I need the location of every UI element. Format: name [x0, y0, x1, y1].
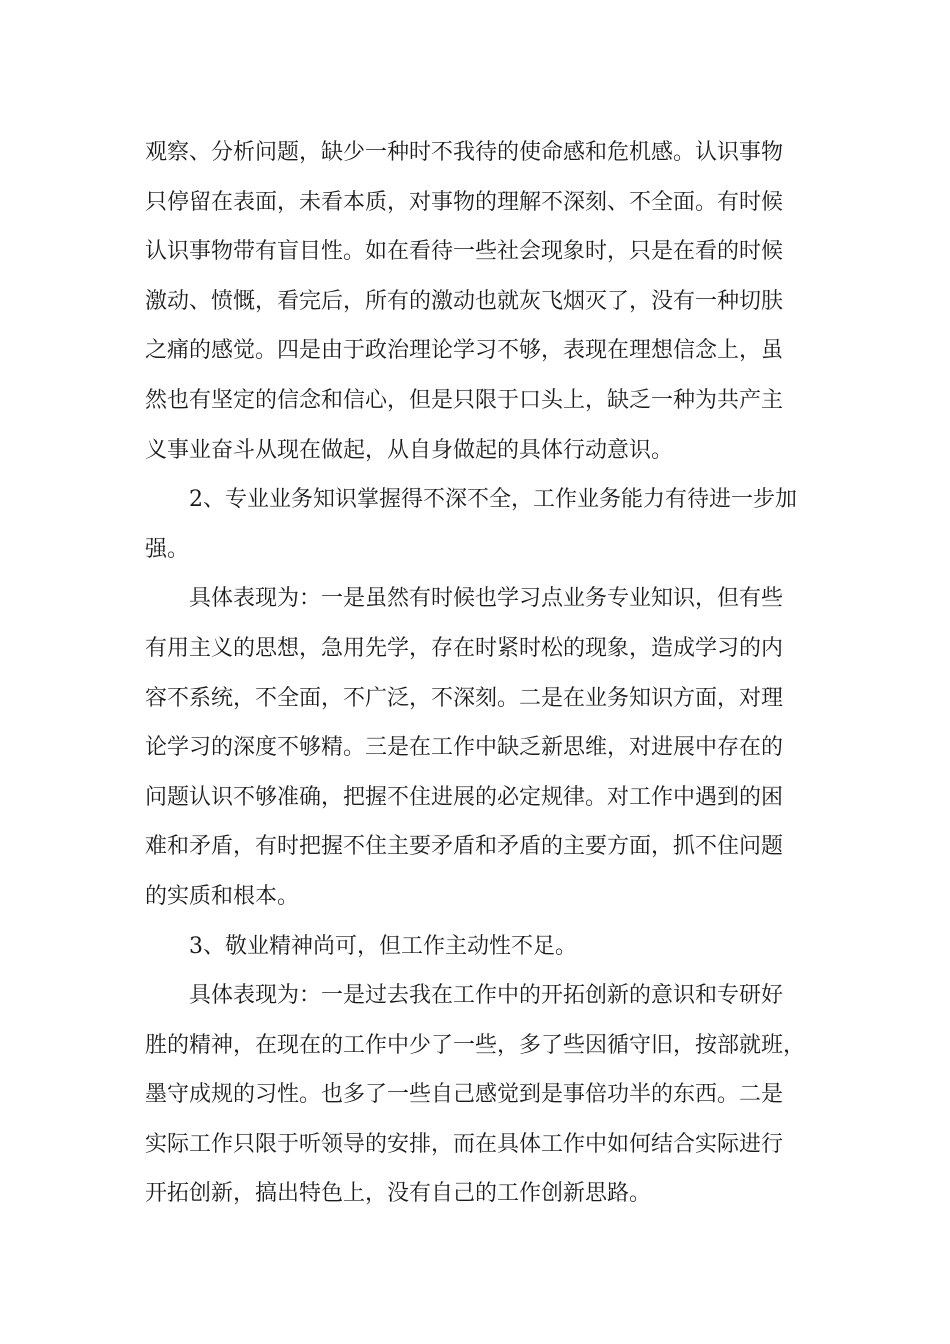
text-line: 论学习的深度不够精。三是在工作中缺乏新思维，对进展中存在的	[145, 735, 784, 761]
text-line: 开拓创新，搞出特色上，没有自己的工作创新思路。	[145, 1181, 652, 1207]
text-line: 之痛的感觉。四是由于政治理论学习不够，表现在理想信念上，虽	[145, 338, 784, 364]
text-line: 激动、愤慨，看完后，所有的激动也就灰飞烟灭了，没有一种切肤	[145, 288, 784, 314]
text-line: 有用主义的思想，急用先学，存在时紧时松的现象，造成学习的内	[145, 635, 784, 661]
text-line: 只停留在表面，未看本质，对事物的理解不深刻、不全面。有时候	[145, 189, 784, 215]
text-line: 认识事物带有盲目性。如在看待一些社会现象时，只是在看的时候	[145, 239, 784, 265]
section-heading-2: 2、专业业务知识掌握得不深不全，工作业务能力有待进一步加	[189, 487, 797, 513]
section-heading-3: 3、敬业精神尚可，但工作主动性不足。	[189, 933, 577, 959]
paragraph-start: 具体表现为：一是虽然有时候也学习点业务专业知识，但有些	[189, 586, 784, 612]
text-line: 强。	[145, 536, 190, 562]
text-line: 问题认识不够准确，把握不住进展的必定规律。对工作中遇到的困	[145, 784, 784, 810]
document-body	[145, 128, 810, 1219]
paragraph-start: 具体表现为：一是过去我在工作中的开拓创新的意识和专研好	[189, 983, 784, 1009]
text-line: 墨守成规的习性。也多了一些自己感觉到是事倍功半的东西。二是	[145, 1082, 784, 1108]
text-line: 容不系统，不全面，不广泛，不深刻。二是在业务知识方面，对理	[145, 685, 784, 711]
text-line: 实际工作只限于听领导的安排，而在具体工作中如何结合实际进行	[145, 1131, 784, 1157]
text-line: 胜的精神，在现在的工作中少了一些，多了些因循守旧，按部就班，	[145, 1032, 806, 1058]
text-line: 义事业奋斗从现在做起，从自身做起的具体行动意识。	[145, 437, 674, 463]
text-line: 观察、分析问题，缺少一种时不我待的使命感和危机感。认识事物	[145, 140, 784, 165]
text-line: 然也有坚定的信念和信心，但是只限于口头上，缺乏一种为共产主	[145, 387, 784, 413]
text-line: 的实质和根本。	[145, 883, 300, 909]
text-line: 难和矛盾，有时把握不住主要矛盾和矛盾的主要方面，抓不住问题	[145, 834, 784, 860]
